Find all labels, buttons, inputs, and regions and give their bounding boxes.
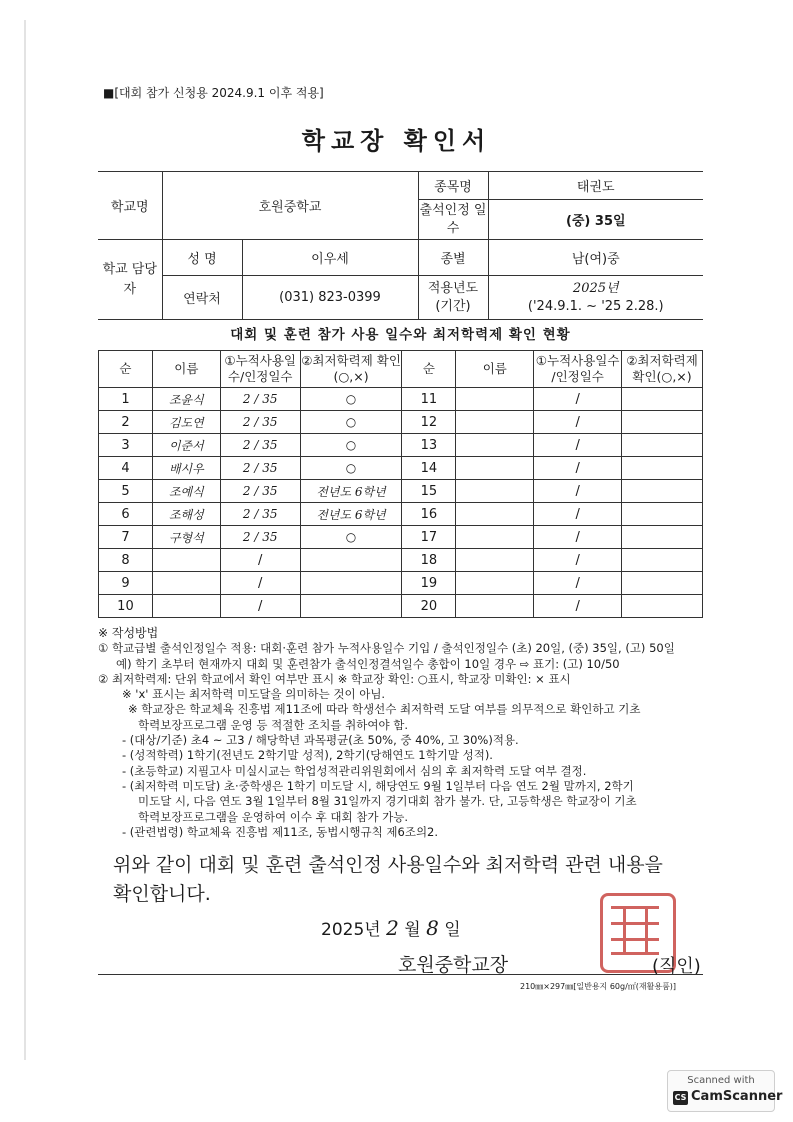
used-days: /: [534, 549, 622, 572]
section-title: 대회 및 훈련 참가 사용 일수와 최저학력제 확인 현황: [230, 327, 571, 343]
student-name: [456, 411, 534, 434]
student-name: [456, 595, 534, 618]
row-number: 10: [99, 595, 153, 618]
roster-header-cell: 순: [99, 351, 153, 388]
roster-header-cell: ①누적사용일수 /인정일수: [534, 351, 622, 388]
row-number: 16: [402, 503, 456, 526]
student-name: 김도연: [152, 411, 220, 434]
row-number: 1: [99, 388, 153, 411]
camscanner-logo-icon: CS: [673, 1091, 688, 1105]
row-number: 4: [99, 457, 153, 480]
student-name: 조윤식: [152, 388, 220, 411]
note-line: 학력보장프로그램을 운영하여 이수 후 대회 참가 가능.: [138, 809, 408, 824]
min-academic-check: [300, 572, 402, 595]
student-name: [152, 572, 220, 595]
min-academic-check: ○: [300, 457, 402, 480]
date-day: 8: [426, 916, 439, 940]
roster-header-cell: ②최저학력제 확인(○,×): [300, 351, 402, 388]
used-days: /: [534, 457, 622, 480]
note-line: - (성적학력) 1학기(전년도 2학기말 성적), 2학기(당해연도 1학기말 성적).: [122, 748, 493, 763]
row-number: 2: [99, 411, 153, 434]
min-academic-check: 전년도 6학년: [300, 503, 402, 526]
gender-label: 종별: [418, 240, 488, 276]
row-number: 6: [99, 503, 153, 526]
row-number: 17: [402, 526, 456, 549]
roster-header-cell: ①누적사용일수/인정일수: [220, 351, 300, 388]
row-number: 19: [402, 572, 456, 595]
gender-value: 남(여)중: [488, 240, 703, 276]
row-number: 7: [99, 526, 153, 549]
row-number: 11: [402, 388, 456, 411]
row-number: 20: [402, 595, 456, 618]
used-days: /: [534, 572, 622, 595]
days-value: (중) 35일: [488, 200, 703, 240]
date-month: 2: [386, 916, 399, 940]
school-value: 호원중학교: [162, 172, 418, 240]
roster-header-cell: 이름: [456, 351, 534, 388]
student-name: [152, 549, 220, 572]
roster-header-cell: ②최저학력제 확인(○,×): [622, 351, 703, 388]
paper-spec: 210㎜×297㎜[일반용지 60g/㎡(재활용품)]: [520, 982, 677, 991]
footer-divider: [98, 974, 703, 975]
student-name: [152, 595, 220, 618]
student-name: [456, 434, 534, 457]
roster-table: [98, 350, 703, 618]
days-label: 출석인정 일수: [418, 200, 488, 240]
camscanner-badge: [667, 1070, 783, 1112]
student-name: 배시우: [152, 457, 220, 480]
year-value: 2025년: [572, 280, 619, 296]
year-cell: [488, 276, 703, 320]
min-academic-check: [300, 595, 402, 618]
min-academic-check: ○: [300, 411, 402, 434]
row-number: 13: [402, 434, 456, 457]
signer-name: 호원중학교장: [398, 954, 509, 976]
notes-block: [98, 626, 718, 840]
used-days: /: [220, 549, 300, 572]
note-line: ※ 작성방법: [98, 626, 159, 640]
min-academic-check: ○: [300, 388, 402, 411]
row-number: 14: [402, 457, 456, 480]
row-number: 9: [99, 572, 153, 595]
student-name: [456, 388, 534, 411]
used-days: /: [534, 388, 622, 411]
date-month-label: 월: [404, 920, 421, 940]
table-row: [99, 503, 703, 526]
min-academic-check: [300, 549, 402, 572]
scanner-name: CamScanner: [691, 1089, 783, 1104]
note-line: 예) 학기 초부터 현재까지 대회 및 훈련참가 출석인정결석일수 총합이 10일 경우 ⇨ 표기: (고) 10/50: [116, 656, 620, 671]
used-days: /: [534, 503, 622, 526]
note-line: - (초등학교) 지필고사 미실시교는 학업성적관리위원회에서 심의 후 최저학력 도달 여부 결정.: [122, 763, 587, 778]
used-days: 2 / 35: [220, 434, 300, 457]
used-days: /: [534, 434, 622, 457]
min-academic-check: 전년도 6학년: [300, 480, 402, 503]
table-row: [99, 595, 703, 618]
date-year: 2025년: [321, 920, 381, 940]
sport-value: 태권도: [488, 172, 703, 200]
used-days: 2 / 35: [220, 411, 300, 434]
student-name: 이준서: [152, 434, 220, 457]
table-row: [99, 549, 703, 572]
roster-header-cell: 순: [402, 351, 456, 388]
used-days: /: [220, 595, 300, 618]
table-row: [99, 434, 703, 457]
table-row: [99, 572, 703, 595]
note-line: ※ 학교장은 학교체육 진흥법 제11조에 따라 학생선수 최저학력 도달 여부를 의무적으로 확인하고 기초: [128, 702, 641, 717]
student-name: 구형석: [152, 526, 220, 549]
student-name: 조해성: [152, 503, 220, 526]
note-line: - (관련법령) 학교체육 진흥법 제11조, 동법시행규칙 제6조의2.: [122, 824, 439, 839]
student-name: [456, 480, 534, 503]
manager-label: 학교 담당자: [98, 240, 162, 320]
min-academic-check: [622, 526, 703, 549]
min-academic-check: ○: [300, 526, 402, 549]
info-table: [98, 171, 703, 320]
row-number: 8: [99, 549, 153, 572]
used-days: /: [534, 595, 622, 618]
min-academic-check: [622, 503, 703, 526]
student-name: [456, 503, 534, 526]
roster-header-row: [99, 351, 703, 388]
scanner-label: Scanned with: [687, 1075, 755, 1086]
table-row: [99, 388, 703, 411]
note-line: ① 학교급별 출석인정일수 적용: 대회·훈련 참가 누적사용일수 기입 / 출석인정일수 (초) 20일, (중) 35일, (고) 50일: [98, 641, 675, 656]
min-academic-check: [622, 457, 703, 480]
date-day-label: 일: [444, 920, 461, 940]
confirmation-line: 위와 같이 대회 및 훈련 출석인정 사용일수와 최저학력 관련 내용을: [113, 854, 663, 876]
row-number: 15: [402, 480, 456, 503]
scan-edge-shadow: [24, 20, 26, 1060]
min-academic-check: [622, 411, 703, 434]
period-value: ('24.9.1. ~ '25 2.28.): [527, 298, 664, 314]
table-row: [99, 526, 703, 549]
min-academic-check: [622, 434, 703, 457]
row-number: 5: [99, 480, 153, 503]
used-days: /: [534, 526, 622, 549]
page-title: 학교장 확인서: [301, 127, 492, 155]
usage-tag: ■[대회 참가 신청용 2024.9.1 이후 적용]: [103, 86, 324, 100]
min-academic-check: [622, 549, 703, 572]
used-days: 2 / 35: [220, 480, 300, 503]
min-academic-check: ○: [300, 434, 402, 457]
row-number: 18: [402, 549, 456, 572]
roster-header-cell: 이름: [152, 351, 220, 388]
contact-value: (031) 823-0399: [242, 276, 418, 320]
used-days: /: [534, 411, 622, 434]
row-number: 3: [99, 434, 153, 457]
used-days: 2 / 35: [220, 526, 300, 549]
note-line: 미도달 시, 다음 연도 3월 1일부터 8월 31일까지 경기대회 참가 불가. 단, 고등학생은 학교장이 기초: [138, 794, 637, 809]
table-row: [99, 411, 703, 434]
student-name: [456, 457, 534, 480]
student-name: 조예식: [152, 480, 220, 503]
name-label: 성 명: [162, 240, 242, 276]
min-academic-check: [622, 388, 703, 411]
row-number: 12: [402, 411, 456, 434]
sport-label: 종목명: [418, 172, 488, 200]
table-row: [99, 457, 703, 480]
note-line: 학력보장프로그램 운영 등 적절한 조치를 취하여야 함.: [138, 717, 408, 732]
min-academic-check: [622, 572, 703, 595]
sign-date: [321, 915, 461, 940]
year-label: 적용년도 (기간): [418, 276, 488, 320]
school-label: 학교명: [98, 172, 162, 240]
used-days: 2 / 35: [220, 388, 300, 411]
student-name: [456, 526, 534, 549]
used-days: /: [220, 572, 300, 595]
note-line: ② 최저학력제: 단위 학교에서 확인 여부만 표시 ※ 학교장 확인: ○표시, 학교장 미확인: × 표시: [98, 671, 571, 686]
student-name: [456, 549, 534, 572]
min-academic-check: [622, 480, 703, 503]
confirmation-line: 확인합니다.: [113, 883, 211, 905]
used-days: /: [534, 480, 622, 503]
used-days: 2 / 35: [220, 503, 300, 526]
name-value: 이우세: [242, 240, 418, 276]
min-academic-check: [622, 595, 703, 618]
note-line: - (최저학력 미도달) 초·중학생은 1학기 미도달 시, 해당연도 9월 1일부터 다음 연도 2월 말까지, 2학기: [122, 778, 634, 793]
note-line: ※ 'x' 표시는 최저학력 미도달을 의미하는 것이 아님.: [122, 687, 386, 702]
seal-label: (직인): [652, 956, 701, 977]
table-row: [99, 480, 703, 503]
student-name: [456, 572, 534, 595]
contact-label: 연락처: [162, 276, 242, 320]
used-days: 2 / 35: [220, 457, 300, 480]
note-line: - (대상/기준) 초4 ~ 고3 / 해당학년 과목평균(초 50%, 중 40%, 고 30%)적용.: [122, 733, 519, 748]
